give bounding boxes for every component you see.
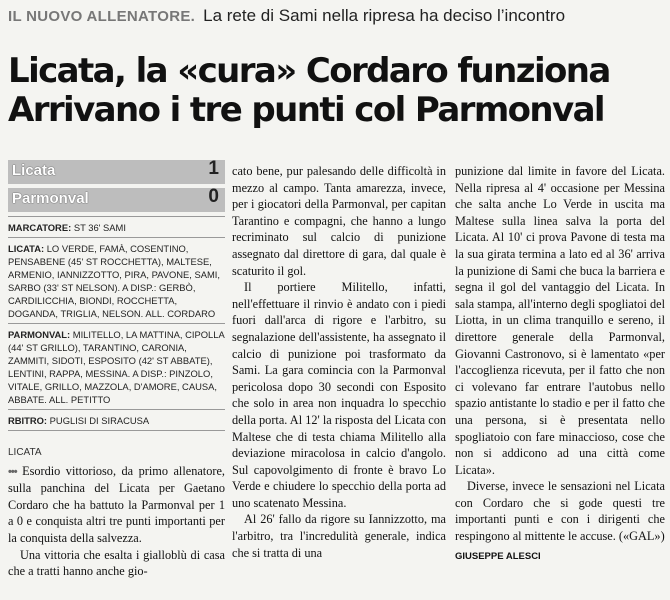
kicker-subtitle: La rete di Sami nella ripresa ha deciso l’incontro xyxy=(203,6,566,25)
author-signature: GIUSEPPE ALESCI xyxy=(455,550,541,562)
referee-line: RBITRO: PUGLISI DI SIRACUSA xyxy=(8,415,150,426)
article-paragraph: cato bene, pur palesando delle difficoltà in mezzo al campo. Tanta amarezza, invece, per i giocatori della Parmonval, per capitan Tarantino e compagni, che hanno a lungo recriminato sul calcio di punizione assegnato dal direttore di gara, dal quale è scaturito il gol. xyxy=(232,164,446,278)
team-name: Parmonval xyxy=(12,190,89,207)
article-paragraph: ••• Esordio vittorioso, da primo allenatore, sulla panchina del Licata per Gaetano Cordaro che ha battuto la Parmonval per 1 a 0 e conquista altri tre punti importanti per la conquista della salvezza. xyxy=(8,463,226,545)
divider xyxy=(8,430,225,431)
article-paragraph: Una vittoria che esalta i gialloblù di casa che a tratti hanno anche gio- xyxy=(8,547,225,579)
team-goals: 1 xyxy=(208,158,219,179)
article-paragraph: Il portiere Militello, infatti, nell'effettuare il rinvio è andato con i piedi fuori dall'arca di rigore e l'arbitro, su segnalazione dell'assistente, ha assegnato il calcio di punizione poi trasformato da Sami. La gara comincia con la Parmonval pericolosa dopo 30 secondi con Esposito che solo in area non inquadra lo specchio della porta. Al 12' la risposta del Licata con Maltese che di testa chiama Militello alla deviazione miracolosa in calcio d'angolo. Sul capovolgimento di fronte è bravo Lo Verde e chiudere lo specchio della porta ad uno scatenato Messina. xyxy=(232,280,446,510)
headline-line-1: Licata, la «cura» Cordaro funziona xyxy=(8,51,610,91)
article-paragraph: Al 26' fallo da rigore su Iannizzotto, ma l'arbitro, tra l'incredulità generale, indica che si tratta di una xyxy=(232,512,446,560)
lead-dots: ••• xyxy=(8,465,17,478)
column-3 xyxy=(455,163,665,565)
section-tag: IL NUOVO ALLENATORE. xyxy=(8,8,196,25)
headline-line-2: Arrivano i tre punti col Parmonval xyxy=(8,90,604,130)
divider xyxy=(8,323,225,324)
kicker xyxy=(8,6,662,32)
team-name: Licata xyxy=(12,162,56,179)
article-paragraph: Diverse, invece le sensazioni nel Licata con Cordaro che si gode questi tre importanti punti e con i dirigenti che respingono al mittente le accuse. («GAL») xyxy=(455,479,665,544)
licata-lineup: LICATA: LO VERDE, FAMÀ, COSENTINO, PENSABENE (45' ST ROCCHETTA), MALTESE, ARMENIO, IANNIZZOTTO, PIRA, PAVONE, SAMI, SARBO (33' ST NELSON). A DISP.: GERBÒ, CARDILICCHIA, BIONDI, ROCCHETTA, DOGANDA, TRIGLIA, NELSON. ALL. CORDARO xyxy=(8,243,221,319)
divider xyxy=(8,409,225,410)
score-row-licata xyxy=(8,160,225,184)
dateline: LICATA xyxy=(8,447,42,458)
team-goals: 0 xyxy=(208,186,219,207)
headline xyxy=(8,52,664,130)
match-factbox xyxy=(8,216,225,431)
divider xyxy=(8,216,225,217)
article-paragraph: punizione dal limite in favore del Licata. Nella ripresa al 4' occasione per Messina che salta anche Lo Verde in uscita ma Maltese sulla linea salva la porta del Licata. Al 10' ci prova Pavone di testa ma la sua girata termina a lato ed al 36' arriva la punizione di Sami che buca la barriera e segna il gol del vantaggio del Licata. In sala stampa, all'interno degli spogliatoi del Liotta, in un clima tranquillo e sereno, il direttore generale della Parmonval, Giovanni Castronovo, si è lamentato «per l'accoglienza ricevuta, per il fatto che non ci volevano far entrare l'autobus nello spazio antistante lo stadio e per il fatto che una persona, si è presentata nello spogliatoio con fare minaccioso, cose che non si addicono ad una città come Licata». xyxy=(455,164,665,477)
scorer-line: MARCATORE: ST 36' SAMI xyxy=(8,222,126,233)
column-2 xyxy=(232,163,446,561)
score-row-parmonval xyxy=(8,188,225,212)
parmonval-lineup: PARMONVAL: MILITELLO, LA MATTINA, CIPOLLA (44' ST GRILLO), TARANTINO, CARONIA, ZAMMITI, SIDOTI, ESPOSITO (42' ST ABBATE), LENTINI, RAPPA, MESSINA. A DISP.: PINZOLO, VITALE, GRILLO, MAZZOLA, D'AMORE, CAUSA, ABBATE. ALL. PETITTO xyxy=(8,329,225,405)
divider xyxy=(8,237,225,238)
column-1 xyxy=(8,160,225,580)
